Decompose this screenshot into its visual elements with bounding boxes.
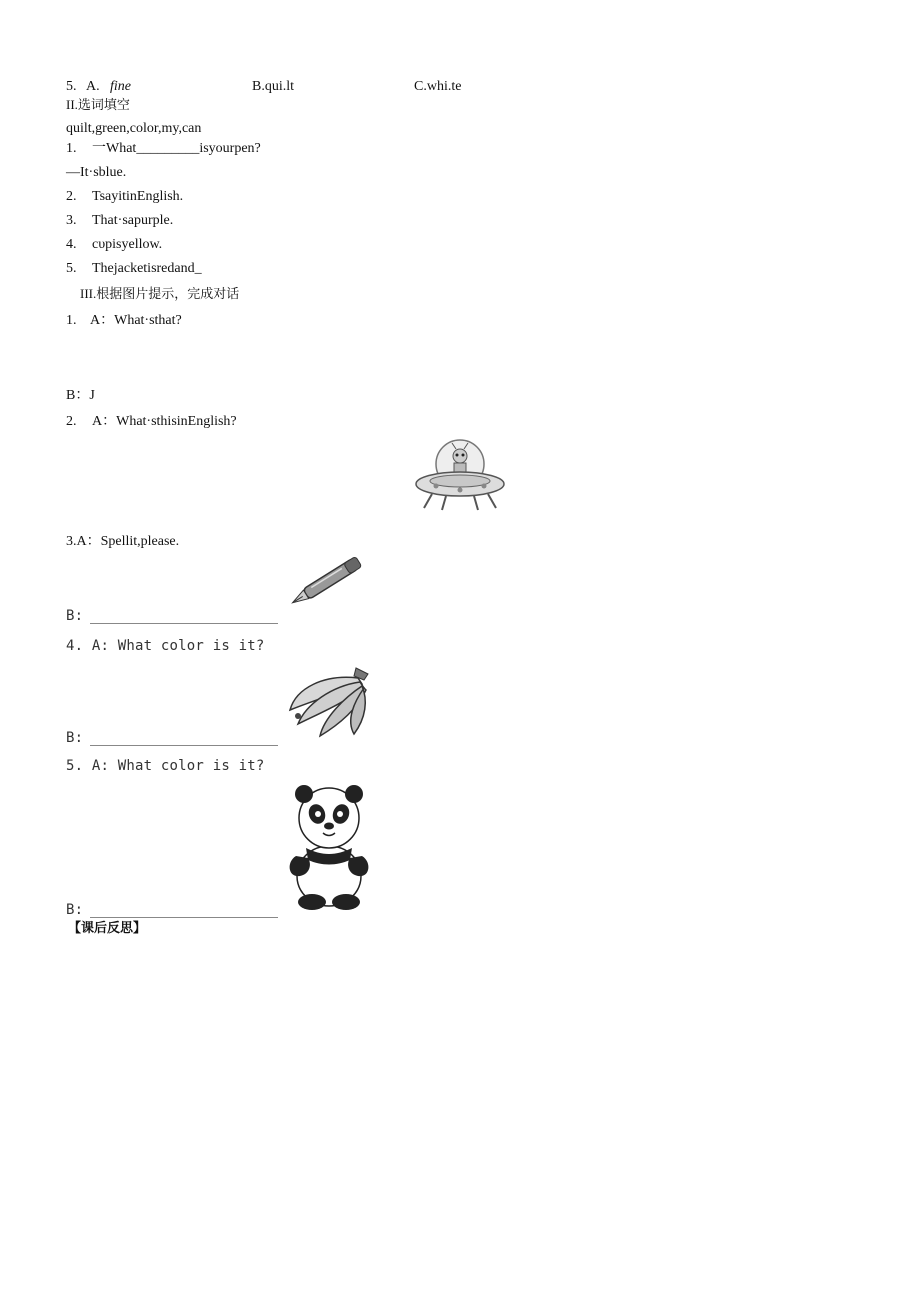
bananas-picture <box>284 660 374 740</box>
s3-q5-answer-line <box>90 917 278 918</box>
s3-q3-b: B: <box>66 608 84 624</box>
section2-item-2-num: 2. <box>66 189 77 204</box>
section2-item-2-text: TsayitinEnglish. <box>92 189 184 204</box>
section2-item-4-text: cυpisyellow. <box>92 237 163 252</box>
s3-q4-a: 4. A: What color is it? <box>66 638 265 654</box>
s3-q2-a: A：What·sthisinEnglish? <box>92 414 237 429</box>
q5-option-b: B.qui.lt <box>252 79 295 94</box>
s3-q3-a: 3.A：Spellit,please. <box>66 534 180 549</box>
q5-number: 5. <box>66 79 77 94</box>
q5-option-a-word: fine <box>110 79 131 94</box>
s3-q1-num: 1. <box>66 313 77 328</box>
q5-option-a-label: A. <box>86 79 100 94</box>
word-bank: quilt,green,color,my,can <box>66 121 202 136</box>
section2-item-4-num: 4. <box>66 237 77 252</box>
s3-q5-a: 5. A: What color is it? <box>66 758 265 774</box>
fountain-pen-picture <box>280 548 378 612</box>
reflection-heading: 【课后反思】 <box>68 920 147 935</box>
s3-q2-num: 2. <box>66 414 77 429</box>
s3-q1-b: B：J <box>66 388 95 403</box>
section2-item-3-num: 3. <box>66 213 77 228</box>
section2-item-1-answer: —It·sblue. <box>66 165 127 180</box>
section2-item-1-text: 一What_________isyourpen? <box>92 141 261 156</box>
panda-picture <box>282 778 376 912</box>
section2-item-1-num: 1. <box>66 141 77 156</box>
s3-q4-b: B: <box>66 730 84 746</box>
s3-q4-answer-line <box>90 745 278 746</box>
alien-spaceship-picture <box>412 434 508 514</box>
s3-q3-answer-line <box>90 623 278 624</box>
section3-heading: III.根据图片提示，完成对话 <box>80 286 240 301</box>
section2-heading: II.选词填空 <box>66 97 130 112</box>
s3-q1-a: A：What·sthat? <box>90 313 182 328</box>
s3-q5-b: B: <box>66 902 84 918</box>
section2-item-3-text: That·sapurple. <box>92 213 174 228</box>
q5-option-c: C.whi.te <box>414 79 462 94</box>
section2-item-5-text: Thejacketisredand_ <box>92 261 202 276</box>
section2-item-5-num: 5. <box>66 261 77 276</box>
